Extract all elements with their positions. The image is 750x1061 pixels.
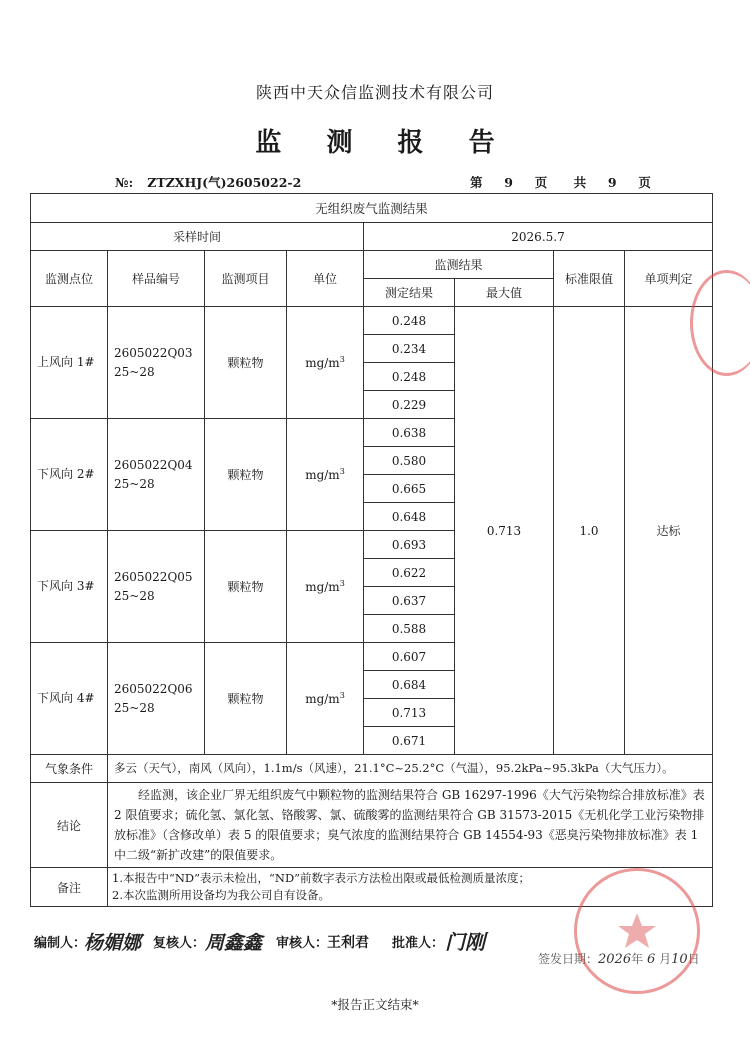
measured-cell: 0.671 <box>364 727 455 755</box>
seal-star-icon <box>577 871 697 991</box>
point-cell: 下风向 2# <box>31 419 108 531</box>
notes-line-1: 1.本报告中“ND”表示未检出，“ND”前数字表示方法检出限或最低检测质量浓度； <box>112 871 531 885</box>
notes-label: 备注 <box>31 868 108 907</box>
max-value-cell: 0.713 <box>455 307 554 755</box>
weather-row <box>31 755 713 783</box>
measured-cell: 0.229 <box>364 391 455 419</box>
unit-sup: 3 <box>339 467 345 476</box>
point-cell: 下风向 4# <box>31 643 108 755</box>
issue-month-unit: 月 <box>659 952 672 966</box>
conclusion-row <box>31 783 713 868</box>
compiler-label: 编制人： <box>34 936 87 951</box>
issue-year: 2026 <box>598 952 632 967</box>
unit-cell <box>287 643 364 755</box>
unit-cell <box>287 307 364 419</box>
conclusion-text: 经监测，该企业厂界无组织废气中颗粒物的监测结果符合 GB 16297-1996《大气污染物综合排放标准》表 2 限值要求；硫化氢、氯化氢、铬酸雾、氯、硫酸雾的监测结果符合 GB 31573-2015《无机化学工业污染物排放标准》（含修改单）表 5 的限值要求；臭气浓度的监测结果符合 GB 14554-93《恶臭污染物排放标准》表 1 中二级“新扩改建”的限值要求。 <box>108 783 713 868</box>
page-suffix: 页 <box>638 175 651 190</box>
measured-cell: 0.665 <box>364 475 455 503</box>
table-row <box>31 307 713 335</box>
issue-date-label: 签发日期： <box>538 952 599 966</box>
limit-value-cell: 1.0 <box>554 307 625 755</box>
issue-day-unit: 日 <box>687 952 700 966</box>
unit-text: mg/m <box>305 468 340 482</box>
weather-label: 气象条件 <box>31 755 108 783</box>
unit-text: mg/m <box>305 356 340 370</box>
results-table <box>30 193 713 907</box>
report-number-value: ZTZXHJ(气)2605022-2 <box>147 175 302 190</box>
sampling-date: 2026.5.7 <box>364 223 713 251</box>
measured-cell: 0.248 <box>364 307 455 335</box>
compiler-signature: 杨媚娜 <box>84 932 142 954</box>
item-cell: 颗粒物 <box>205 643 287 755</box>
unit-text: mg/m <box>305 692 340 706</box>
issue-year-unit: 年 <box>631 952 644 966</box>
sampling-time-label: 采样时间 <box>31 223 364 251</box>
sample-no-line2: 25~28 <box>114 364 155 379</box>
measured-cell: 0.580 <box>364 447 455 475</box>
issue-month: 6 <box>646 952 656 967</box>
sample-no-line2: 25~28 <box>114 700 155 715</box>
approver-label: 批准人： <box>392 936 445 951</box>
official-seal-stamp <box>574 868 700 994</box>
col-results: 监测结果 <box>364 251 554 279</box>
unit-sup: 3 <box>339 355 345 364</box>
col-limit: 标准限值 <box>554 251 625 307</box>
sample-no-cell <box>108 419 205 531</box>
report-end-marker: *报告正文结束* <box>331 997 419 1012</box>
conclusion-label: 结论 <box>31 783 108 868</box>
measured-cell: 0.248 <box>364 363 455 391</box>
page-total: 9 <box>607 175 617 190</box>
notes-line-2: 2.本次监测所用设备均为我公司自有设备。 <box>112 888 330 902</box>
auditor-label: 审核人： <box>276 936 329 951</box>
col-sample-no: 样品编号 <box>108 251 205 307</box>
section-title: 无组织废气监测结果 <box>31 194 713 223</box>
sample-no-line1: 2605022Q04 <box>114 457 193 472</box>
col-judgement: 单项判定 <box>625 251 713 307</box>
issue-day: 10 <box>671 952 688 967</box>
col-item: 监测项目 <box>205 251 287 307</box>
item-cell: 颗粒物 <box>205 531 287 643</box>
col-max: 最大值 <box>455 279 554 307</box>
sample-no-line1: 2605022Q06 <box>114 681 193 696</box>
report-title: 监 测 报 告 <box>255 128 513 158</box>
measured-cell: 0.684 <box>364 671 455 699</box>
page-info <box>470 173 651 191</box>
measured-cell: 0.607 <box>364 643 455 671</box>
col-point: 监测点位 <box>31 251 108 307</box>
col-unit: 单位 <box>287 251 364 307</box>
unit-text: mg/m <box>305 580 340 594</box>
measured-cell: 0.588 <box>364 615 455 643</box>
unit-sup: 3 <box>339 579 345 588</box>
col-measured: 测定结果 <box>364 279 455 307</box>
page-prefix: 第 <box>470 175 483 190</box>
sample-no-cell <box>108 307 205 419</box>
weather-text: 多云（天气），南风（风向），1.1m/s（风速），21.1°C~25.2°C（气温），95.2kPa~95.3kPa（大气压力）。 <box>108 755 713 783</box>
unit-sup: 3 <box>339 691 345 700</box>
auditor-name: 王利君 <box>327 935 369 951</box>
item-cell: 颗粒物 <box>205 307 287 419</box>
measured-cell: 0.648 <box>364 503 455 531</box>
approver-signature: 门刚 <box>445 930 485 954</box>
sample-no-line1: 2605022Q05 <box>114 569 193 584</box>
unit-cell <box>287 531 364 643</box>
point-cell: 下风向 3# <box>31 531 108 643</box>
company-name: 陕西中天众信监测技术有限公司 <box>255 83 494 102</box>
measured-cell: 0.638 <box>364 419 455 447</box>
unit-cell <box>287 419 364 531</box>
item-cell: 颗粒物 <box>205 419 287 531</box>
measured-cell: 0.693 <box>364 531 455 559</box>
page-current: 9 <box>504 175 513 190</box>
page-mid: 页 共 <box>534 175 587 190</box>
judgement-cell: 达标 <box>625 307 713 755</box>
sample-no-cell <box>108 531 205 643</box>
point-cell: 上风向 1# <box>31 307 108 419</box>
measured-cell: 0.234 <box>364 335 455 363</box>
report-number <box>115 173 301 191</box>
sample-no-line2: 25~28 <box>114 588 155 603</box>
measured-cell: 0.713 <box>364 699 455 727</box>
reviewer-label: 复核人： <box>153 936 206 951</box>
reviewer-signature: 周鑫鑫 <box>205 932 263 954</box>
sample-no-cell <box>108 643 205 755</box>
measured-cell: 0.622 <box>364 559 455 587</box>
sample-no-line2: 25~28 <box>114 476 155 491</box>
report-number-label: №: <box>115 175 134 190</box>
measured-cell: 0.637 <box>364 587 455 615</box>
sample-no-line1: 2605022Q03 <box>114 345 193 360</box>
